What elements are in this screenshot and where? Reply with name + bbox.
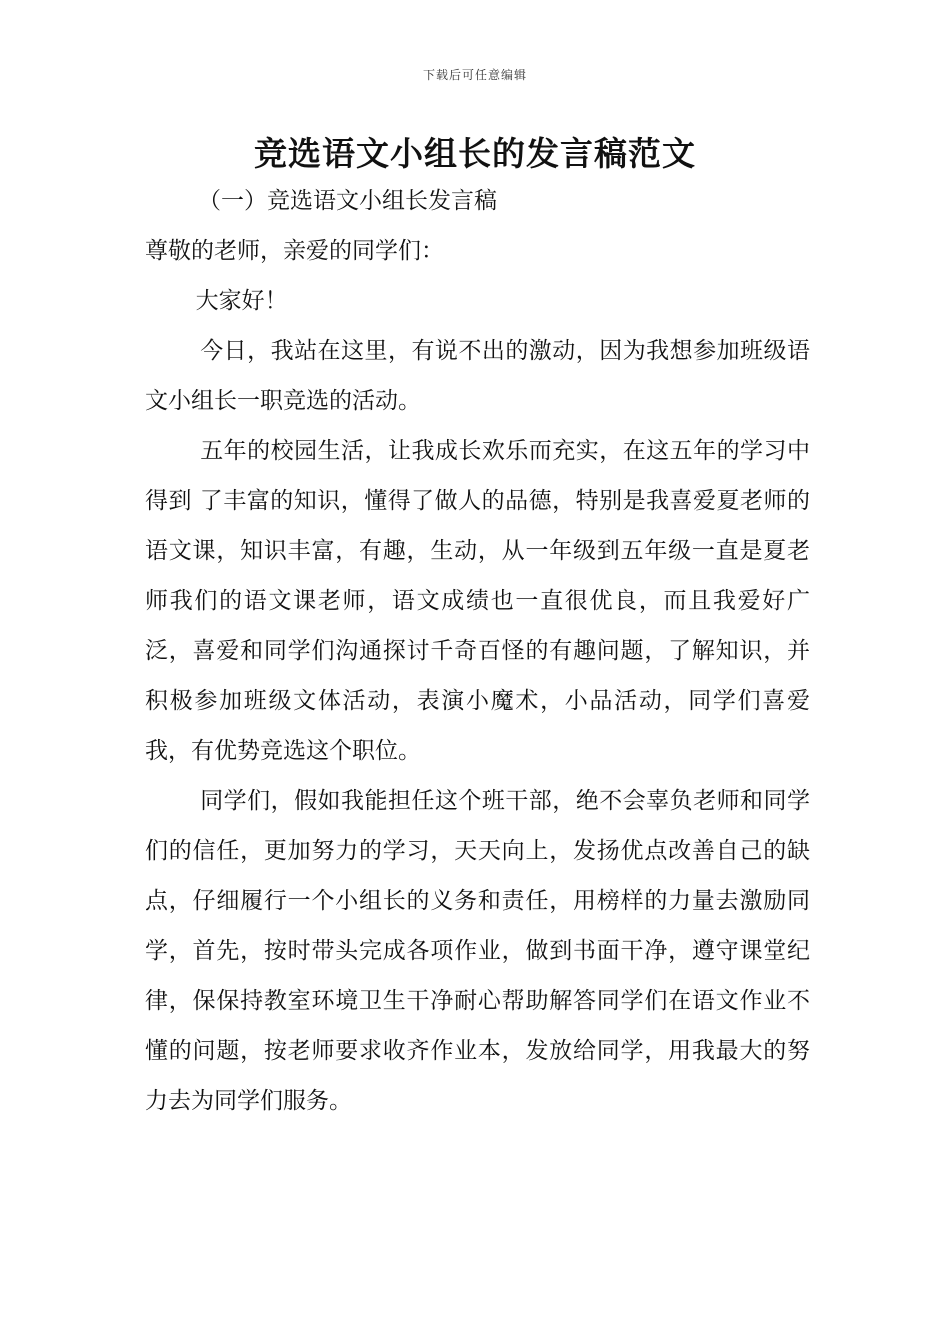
header-note: 下载后可任意编辑 — [422, 68, 527, 82]
greeting: 大家好！ — [195, 288, 288, 314]
document-body — [145, 226, 810, 1126]
salutation: 尊敬的老师，亲爱的同学们： — [145, 238, 444, 264]
paragraph-3: 同学们，假如我能担任这个班干部，绝不会辜负老师和同学们的信任，更加努力的学习，天天向上，发扬优点改善自己的缺点，仔细履行一个小组长的义务和责任，用榜样的力量去激励同学，首先，按时带头完成各项作业，做到书面干净，遵守课堂纪律，保保持教室环境卫生干净耐心帮助解答同学们在语文作业不懂的问题，按老师要求收齐作业本，发放给同学，用我最大的努力去为同学们服务。 — [145, 788, 810, 1114]
document-title: 竞选语文小组长的发言稿范文 — [254, 134, 696, 173]
section-subtitle: （一）竞选语文小组长发言稿 — [198, 188, 497, 214]
paragraph-2: 五年的校园生活，让我成长欢乐而充实，在这五年的学习中得到 了丰富的知识，懂得了做人的品德，特别是我喜爱夏老师的语文课，知识丰富，有趣，生动，从一年级到五年级一直是夏老师我们的语文课老师，语文成绩也一直很优良，而且我爱好广泛，喜爱和同学们沟通探讨千奇百怪的有趣问题，了解知识，并积极参加班级文体活动，表演小魔术，小品活动，同学们喜爱我，有优势竞选这个职位。 — [145, 438, 810, 764]
paragraph-1: 今日，我站在这里，有说不出的激动，因为我想参加班级语文小组长一职竞选的活动。 — [145, 338, 810, 414]
